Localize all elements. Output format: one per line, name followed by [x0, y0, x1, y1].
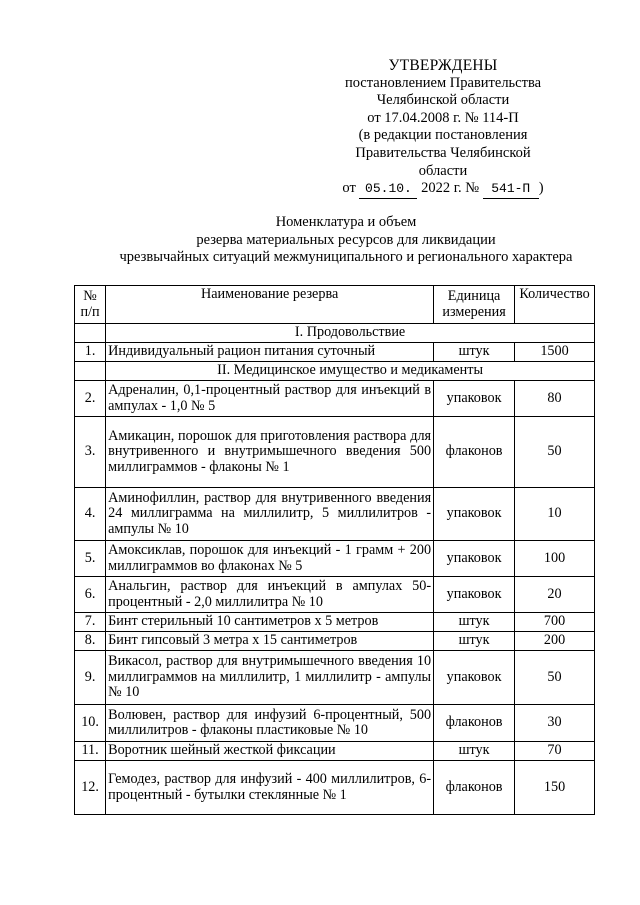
item-name: Волювен, раствор для инфузий 6-процентный, 500 миллилитров - флаконы пластиковые № 10 [106, 705, 434, 742]
item-quantity: 30 [515, 705, 595, 742]
row-number: 12. [75, 761, 106, 815]
item-name: Адреналин, 0,1-процентный раствор для инъекций в ампулах - 1,0 № 5 [106, 381, 434, 417]
item-name: Индивидуальный рацион питания суточный [106, 343, 434, 362]
date-value: 05.10. [359, 180, 417, 199]
item-quantity: 50 [515, 417, 595, 488]
item-name: Амоксиклав, порошок для инъекций - 1 грамм + 200 миллиграммов во флаконах № 5 [106, 541, 434, 577]
row-number: 1. [75, 343, 106, 362]
item-quantity: 1500 [515, 343, 595, 362]
table-row [75, 381, 595, 417]
decree-number: 541-П [483, 180, 539, 199]
item-quantity: 10 [515, 488, 595, 541]
table-row [75, 577, 595, 613]
item-unit: флаконов [434, 417, 515, 488]
row-number: 10. [75, 705, 106, 742]
item-name: Бинт стерильный 10 сантиметров х 5 метров [106, 613, 434, 632]
approval-heading: УТВЕРЖДЕНЫ [388, 57, 498, 74]
approval-line: Челябинской области [376, 92, 510, 109]
item-quantity: 20 [515, 577, 595, 613]
header-name: Наименование резерва [106, 286, 434, 324]
row-number: 11. [75, 742, 106, 761]
item-unit: флаконов [434, 705, 515, 742]
item-unit: штук [434, 742, 515, 761]
item-unit: штук [434, 613, 515, 632]
table-row [75, 613, 595, 632]
section-row [75, 362, 595, 381]
section-empty-cell [75, 362, 106, 381]
item-quantity: 100 [515, 541, 595, 577]
close-paren: ) [538, 180, 544, 197]
item-name: Амикацин, порошок для приготовления раствора для внутривенного и внутримышечного введения 500 миллиграммов - флаконы № 1 [106, 417, 434, 488]
row-number: 2. [75, 381, 106, 417]
row-number: 3. [75, 417, 106, 488]
date-prefix: от [342, 180, 356, 197]
item-unit: упаковок [434, 541, 515, 577]
item-name: Анальгин, раствор для инъекций в ампулах 50-процентный - 2,0 миллилитра № 10 [106, 577, 434, 613]
item-name: Воротник шейный жесткой фиксации [106, 742, 434, 761]
row-number: 9. [75, 651, 106, 705]
item-unit: упаковок [434, 577, 515, 613]
item-quantity: 80 [515, 381, 595, 417]
table-row [75, 488, 595, 541]
item-quantity: 150 [515, 761, 595, 815]
table-row [75, 541, 595, 577]
section-title: I. Продовольствие [106, 324, 595, 343]
section-title: II. Медицинское имущество и медикаменты [106, 362, 595, 381]
header-unit: Единица измерения [434, 286, 515, 324]
item-unit: упаковок [434, 651, 515, 705]
approval-line: Правительства Челябинской области [355, 144, 531, 179]
title-line: чрезвычайных ситуаций межмуниципального и регионального характера [119, 249, 573, 266]
item-quantity: 70 [515, 742, 595, 761]
row-number: 7. [75, 613, 106, 632]
table-header-row [75, 286, 595, 324]
table-row [75, 632, 595, 651]
year-text: 2022 г. № [421, 180, 480, 197]
header-qty: Количество [515, 286, 595, 324]
approval-line: (в редакции постановления [358, 127, 528, 144]
item-quantity: 200 [515, 632, 595, 651]
item-name: Бинт гипсовый 3 метра х 15 сантиметров [106, 632, 434, 651]
table-row [75, 417, 595, 488]
row-number: 5. [75, 541, 106, 577]
section-row [75, 324, 595, 343]
row-number: 4. [75, 488, 106, 541]
item-quantity: 50 [515, 651, 595, 705]
document-title [60, 214, 632, 267]
reserve-table [74, 285, 595, 815]
table-row [75, 343, 595, 362]
item-name: Викасол, раствор для внутримышечного введения 10 миллиграммов на миллилитр, 1 миллилитр - ампулы № 10 [106, 651, 434, 705]
table-row [75, 651, 595, 705]
approval-block [330, 57, 556, 199]
item-unit: штук [434, 343, 515, 362]
title-line: Номенклатура и объем [275, 214, 417, 230]
approval-line: постановлением Правительства [344, 74, 542, 91]
title-line: резерва материальных ресурсов для ликвидации [196, 231, 496, 248]
row-number: 8. [75, 632, 106, 651]
table-row [75, 761, 595, 815]
row-number: 6. [75, 577, 106, 613]
approval-line: от 17.04.2008 г. № 114-П [367, 109, 519, 126]
item-unit: штук [434, 632, 515, 651]
item-unit: упаковок [434, 488, 515, 541]
section-empty-cell [75, 324, 106, 343]
item-quantity: 700 [515, 613, 595, 632]
item-unit: флаконов [434, 761, 515, 815]
table-row [75, 742, 595, 761]
item-unit: упаковок [434, 381, 515, 417]
header-num: № п/п [75, 286, 106, 324]
item-name: Аминофиллин, раствор для внутривенного введения 24 миллиграмма на миллилитр, 5 миллилитров - ампулы № 10 [106, 488, 434, 541]
approval-date-line [330, 180, 556, 199]
item-name: Гемодез, раствор для инфузий - 400 миллилитров, 6-процентный - бутылки стеклянные № 1 [106, 761, 434, 815]
table-row [75, 705, 595, 742]
